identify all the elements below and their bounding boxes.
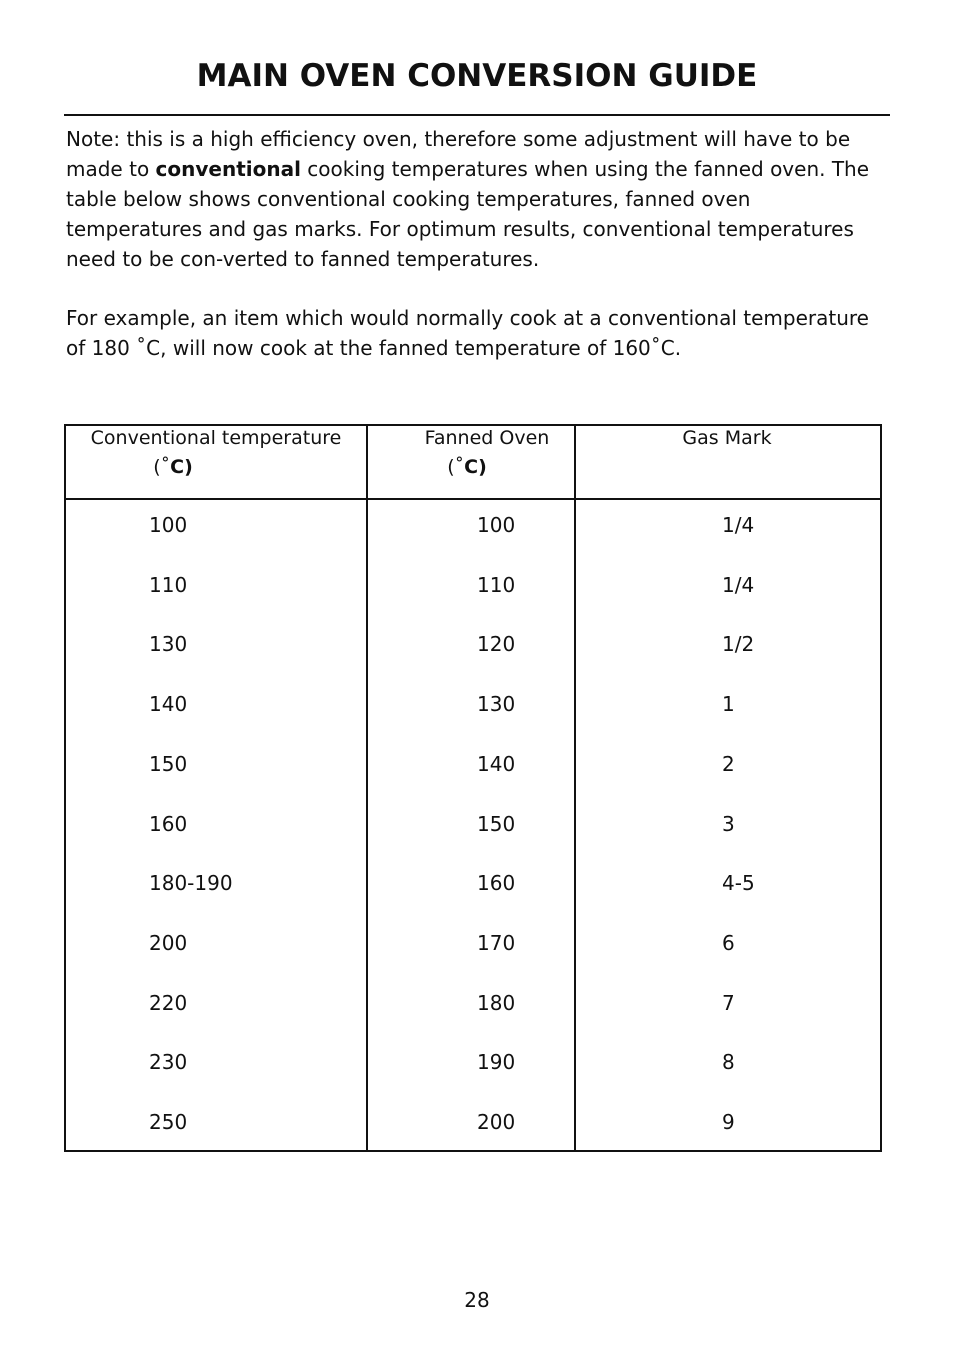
- gas-mark-cell: 4-5: [722, 871, 755, 895]
- table-border-bottom: [64, 1150, 880, 1152]
- header-unit-open: (˚: [153, 456, 171, 478]
- gas-mark-cell: 2: [722, 752, 735, 776]
- fanned-temp-cell: 130: [477, 692, 516, 716]
- conventional-temp-cell: 250: [149, 1110, 188, 1134]
- fanned-temp-cell: 180: [477, 991, 516, 1015]
- header-unit-open: (˚: [447, 456, 465, 478]
- gas-mark-cell: 7: [722, 991, 735, 1015]
- gas-mark-cell: 1/2: [722, 632, 755, 656]
- intro-example: For example, an item which would normally cook at a conventional temperature of 180 ˚C, will now cook at the fanned temperature of 160˚C.: [66, 306, 869, 360]
- table-header-fanned: [366, 424, 608, 482]
- fanned-temp-cell: 160: [477, 871, 516, 895]
- conventional-temp-cell: 230: [149, 1050, 188, 1074]
- gas-mark-cell: 6: [722, 931, 735, 955]
- intro-note-text-end: cooking temperatures when using the fanned oven. The table below shows conventional cooking temperatures, fanned oven temperatures and gas marks. For optimum results, conventional temperatures need to be con-verted to fanned temperatures.: [66, 157, 870, 271]
- conventional-temp-cell: 180-190: [149, 871, 233, 895]
- conventional-temp-cell: 200: [149, 931, 188, 955]
- header-unit: [326, 453, 608, 482]
- gas-mark-cell: 1/4: [722, 513, 755, 537]
- conventional-temp-cell: 100: [149, 513, 188, 537]
- conventional-temp-cell: 220: [149, 991, 188, 1015]
- conventional-temp-cell: 150: [149, 752, 188, 776]
- fanned-temp-cell: 190: [477, 1050, 516, 1074]
- gas-mark-cell: 3: [722, 812, 735, 836]
- table-border-left: [64, 424, 66, 1152]
- intro-note-text-start: Note: this is a high efficiency oven, therefore some adjustment will have to be made to: [66, 127, 851, 181]
- table-header-divider: [64, 498, 882, 500]
- header-label: Fanned Oven: [424, 427, 550, 449]
- fanned-temp-cell: 170: [477, 931, 516, 955]
- header-label: Gas Mark: [682, 427, 772, 449]
- gas-mark-cell: 1: [722, 692, 735, 716]
- fanned-temp-cell: 200: [477, 1110, 516, 1134]
- page-title: MAIN OVEN CONVERSION GUIDE: [196, 58, 758, 94]
- fanned-temp-cell: 140: [477, 752, 516, 776]
- page-number: 28: [464, 1288, 490, 1312]
- gas-mark-cell: 9: [722, 1110, 735, 1134]
- conventional-temp-cell: 160: [149, 812, 188, 836]
- fanned-temp-cell: 150: [477, 812, 516, 836]
- fanned-temp-cell: 110: [477, 573, 516, 597]
- header-unit-bold: C): [170, 456, 193, 478]
- header-unit-bold: C): [464, 456, 487, 478]
- intro-note: [66, 124, 878, 274]
- conversion-table: [64, 424, 882, 1152]
- table-header-gas-mark: [574, 424, 880, 453]
- conventional-temp-cell: 130: [149, 632, 188, 656]
- gas-mark-cell: 1/4: [722, 573, 755, 597]
- intro-note-bold-word: conventional: [155, 157, 301, 181]
- table-column-divider-2: [574, 424, 576, 1152]
- header-label: Conventional temperature: [90, 427, 342, 449]
- fanned-temp-cell: 120: [477, 632, 516, 656]
- table-column-divider-1: [366, 424, 368, 1152]
- conventional-temp-cell: 110: [149, 573, 188, 597]
- header-unit: [0, 453, 364, 482]
- gas-mark-cell: 8: [722, 1050, 735, 1074]
- table-border-right: [880, 424, 882, 1152]
- conventional-temp-cell: 140: [149, 692, 188, 716]
- fanned-temp-cell: 100: [477, 513, 516, 537]
- table-header-conventional: [68, 424, 364, 482]
- title-divider: [64, 114, 890, 116]
